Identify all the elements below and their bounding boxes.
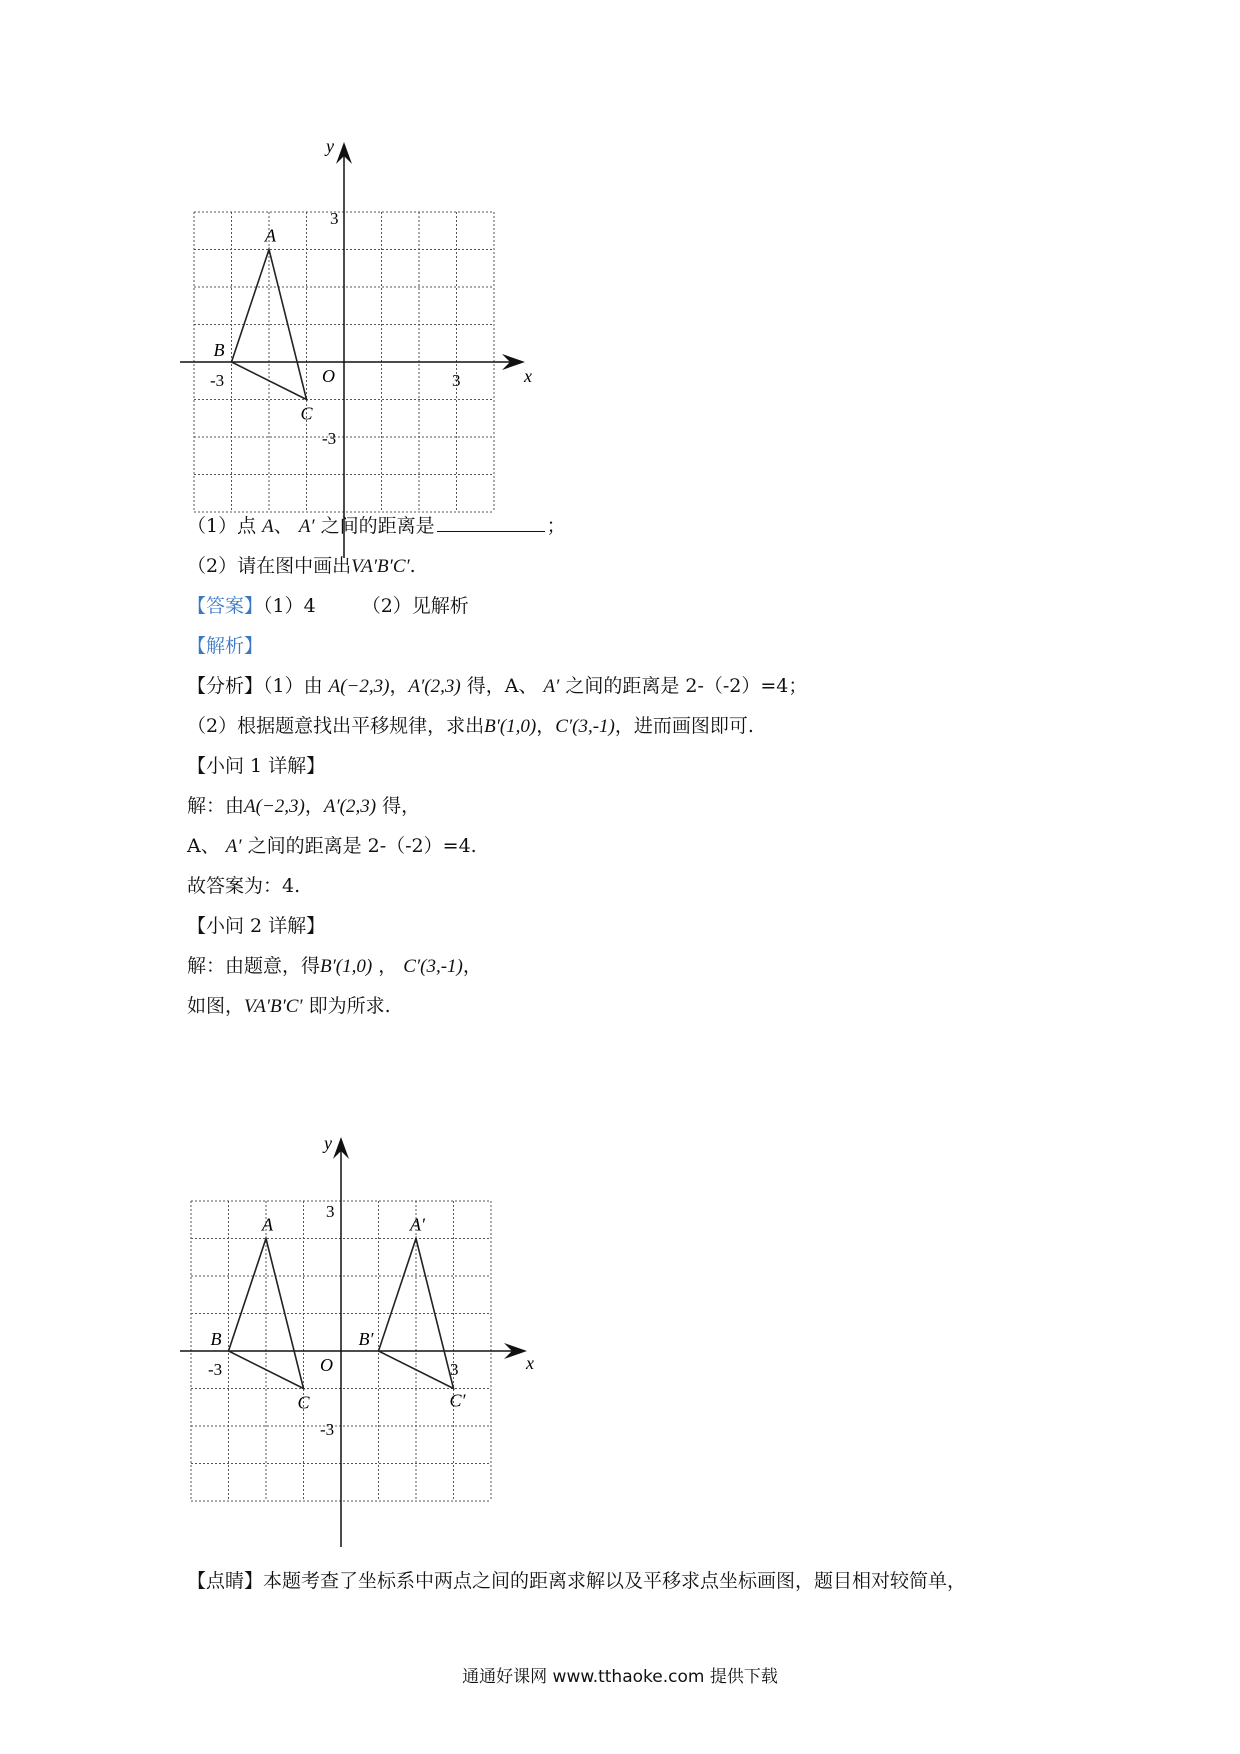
vertex-label-b: B (213, 340, 225, 360)
question-1 (187, 513, 566, 540)
dianjing-tag: 【点睛】 (187, 1570, 264, 1592)
q1-sep: 、 (273, 515, 293, 537)
fenxi1-a-prime-2: A′ (543, 676, 560, 697)
sol2b-triangle: VA′B′C′ (244, 996, 303, 1017)
fenxi-line-1 (187, 673, 807, 700)
origin-label: O (322, 366, 335, 386)
fenxi1-text: 之间的距离是 2-（-2）=4； (565, 675, 808, 697)
sol2a-comma: ， (378, 955, 398, 977)
coordinate-figure-1 (180, 140, 600, 560)
sol1b-pre: A、 (187, 835, 220, 857)
vertex-label-c-prime: C′ (449, 1390, 466, 1411)
tick-y-pos: 3 (326, 1202, 335, 1221)
question-2 (187, 553, 416, 580)
sol1b-point-a-prime: A′ (225, 836, 242, 857)
x-axis-label: x (524, 366, 532, 386)
solution-1-line-b (187, 833, 477, 860)
fenxi-line-2 (187, 713, 754, 740)
sub2-title: 【小问 2 详解】 (187, 915, 326, 937)
dianjing-line (187, 1568, 966, 1594)
vertex-label-a: A (262, 1214, 273, 1235)
origin-label: O (320, 1355, 333, 1375)
analysis-tag: 【解析】 (187, 635, 264, 657)
q1-point-a: A (262, 516, 274, 537)
sol2b-end: 即为所求. (308, 995, 391, 1017)
vertex-label-a: A (265, 225, 276, 246)
answer-tag: 【答案】 (187, 595, 264, 617)
sol1a-pre: 解：由 (187, 795, 245, 817)
q1-text: 之间的距离是 (320, 515, 435, 537)
fenxi2-point-b-prime: B′(1,0) (484, 716, 537, 737)
answer-part-1: （1）4 (263, 595, 316, 617)
solution-1-line-c (187, 873, 300, 899)
vertex-label-b-prime: B′ (358, 1329, 374, 1349)
sol2a-end: ， (462, 955, 482, 977)
q1-end: ； (546, 515, 566, 537)
sol1a-point-a: A(−2,3) (244, 796, 305, 817)
fenxi1-pre: （1）由 (263, 675, 323, 697)
answer-line (187, 593, 469, 619)
vertex-label-b: B (210, 1329, 222, 1349)
sol2b-pre: 如图， (187, 995, 245, 1017)
q2-end: . (409, 555, 416, 577)
solution-1-line-a (187, 793, 420, 820)
q1-point-a-prime: A′ (298, 516, 315, 537)
answer-part-2: （2）见解析 (361, 595, 469, 617)
analysis-line (187, 633, 263, 659)
fenxi1-point-a-prime: A′(2,3) (408, 676, 461, 697)
sol1a-point-a-prime: A′(2,3) (323, 796, 377, 817)
q2-triangle: VA′B′C′ (351, 556, 410, 577)
tick-x-neg: -3 (208, 1360, 223, 1379)
tick-y-neg: -3 (322, 429, 337, 448)
q2-number: （2）请在图中画出 (187, 555, 352, 577)
q1-number: （1）点 (187, 515, 257, 537)
sol1b-text: 之间的距离是 2-（-2）=4. (247, 835, 477, 857)
fenxi2-comma: ， (536, 715, 556, 737)
fenxi1-mid: 得，A、 (466, 675, 538, 697)
fenxi-tag: 【分析】 (187, 675, 264, 697)
solution-2-line-b (187, 993, 391, 1020)
fenxi2-pre: （2）根据题意找出平移规律，求出 (187, 715, 485, 737)
tick-x-pos: 3 (450, 1360, 459, 1379)
sol1a-comma: ， (304, 795, 324, 817)
fenxi1-point-a: A(−2,3) (328, 676, 390, 697)
sol2a-pre: 解：由题意，得 (187, 955, 321, 977)
answer-blank[interactable] (437, 515, 545, 532)
vertex-label-c: C (297, 1392, 310, 1413)
sol1a-end: 得， (382, 795, 421, 817)
fenxi2-end: ，进而画图即可. (614, 715, 754, 737)
coordinate-figure-2 (180, 1135, 600, 1550)
sol2a-point-c-prime: C′(3,-1) (403, 956, 463, 977)
fenxi2-point-c-prime: C′(3,-1) (555, 716, 615, 737)
y-axis-label: y (324, 1135, 332, 1153)
vertex-label-c: C (300, 403, 313, 424)
sol1c-text: 故答案为：4. (187, 875, 301, 897)
tick-x-neg: -3 (210, 371, 225, 390)
tick-y-neg: -3 (320, 1420, 335, 1439)
solution-2-line-a (187, 953, 482, 980)
sol2a-point-b-prime: B′(1,0) (320, 956, 373, 977)
sub-question-1-title (187, 753, 325, 779)
tick-y-pos: 3 (330, 209, 339, 228)
sub-question-2-title (187, 913, 325, 939)
y-axis-label: y (326, 140, 334, 156)
dianjing-text: 本题考查了坐标系中两点之间的距离求解以及平移求点坐标画图，题目相对较简单， (263, 1570, 967, 1592)
page-footer: 通通好课网 www.tthaoke.com 提供下载 (462, 1667, 778, 1687)
fenxi1-comma: ， (389, 675, 409, 697)
x-axis-label: x (526, 1353, 534, 1373)
tick-x-pos: 3 (452, 371, 461, 390)
sub1-title: 【小问 1 详解】 (187, 755, 326, 777)
vertex-label-a-prime: A′ (410, 1214, 425, 1235)
